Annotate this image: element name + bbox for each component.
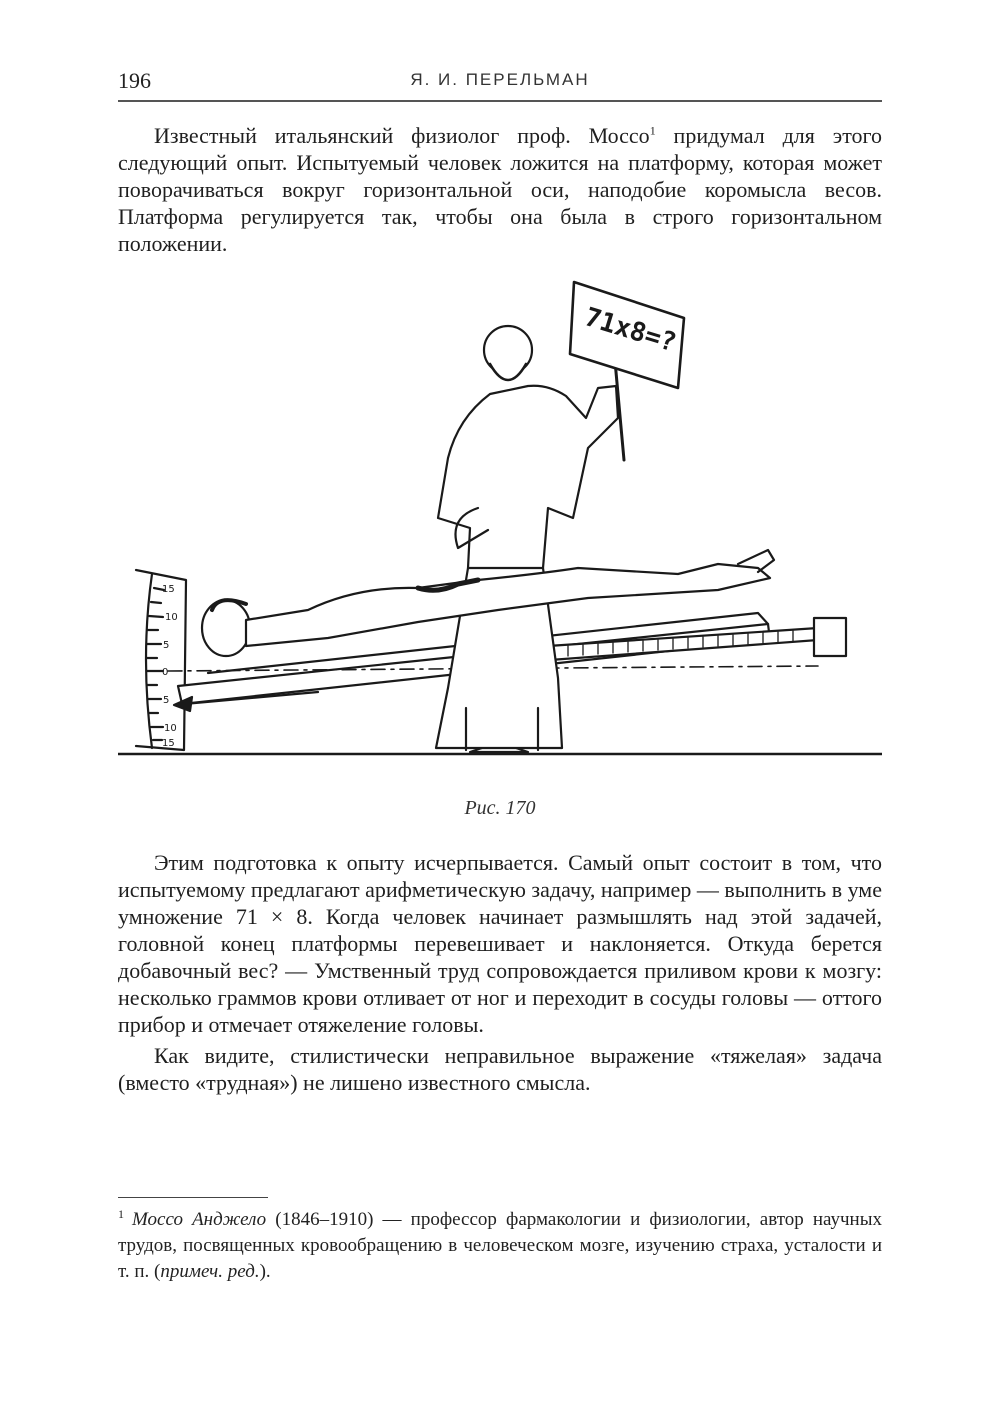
- page-number: 196: [118, 68, 151, 93]
- standing-physiologist: [436, 326, 624, 750]
- paragraph-intro-text-rest: придумал для этого следующий опыт. Испытуемый человек ложится на платформу, которая может поворачиваться вокруг горизонтальной оси, наподобие коромысла весов. Платформа регулируется так, чтобы она была в строго горизонтальном положении.: [118, 123, 882, 256]
- figure-mosso-balance: [118, 268, 882, 768]
- scale-label: 15: [162, 738, 175, 749]
- footnote-reference[interactable]: 1: [649, 123, 656, 138]
- scale-label: 5: [163, 695, 170, 706]
- scale-label: 0: [162, 667, 169, 678]
- footnote-divider: [118, 1197, 268, 1198]
- sign-equation: 71x8=?: [581, 302, 680, 359]
- footnote-text: (1846–1910) — профессор фармакологии и физиологии, автор научных трудов, посвященных кровообращению в человеческом мозге, изучению страха, усталости и т. п. (: [118, 1209, 882, 1282]
- paragraph-intro: [118, 122, 882, 257]
- scale-label: 5: [163, 640, 170, 651]
- paragraph-conclusion-text: Как видите, стилистически неправильное выражение «тяжелая» задача (вместо «трудная») не лишено известного смысла.: [118, 1043, 882, 1095]
- scale-label: 15: [162, 584, 175, 595]
- paragraph-conclusion: [118, 1042, 882, 1096]
- figure-caption: Рис. 170: [464, 797, 536, 819]
- illustration: [118, 268, 882, 768]
- scale-label: 10: [164, 723, 177, 734]
- angle-scale: [136, 570, 186, 750]
- running-head-author: Я. И. ПЕРЕЛЬМАН: [410, 70, 590, 89]
- paragraph-intro-text: Известный итальянский физиолог проф. Моссо: [154, 123, 650, 148]
- running-header: [118, 64, 882, 102]
- paragraph-experiment: [118, 849, 882, 1038]
- footnote-name: Моссо Анджело: [132, 1209, 267, 1230]
- footnote-end: ).: [259, 1261, 271, 1282]
- footnote: [118, 1207, 882, 1285]
- footnote-editor-note: примеч. ред.: [160, 1261, 260, 1282]
- paragraph-experiment-text: Этим подготовка к опыту исчерпывается. Самый опыт состоит в том, что испытуемому предлагают арифметическую задачу, например — выполнить в уме умножение 71 × 8. Когда человек начинает размышлять над этой задачей, головной конец платформы перевешивает и наклоняется. Откуда берется добавочный вес? — Умственный труд сопровождается приливом крови к мозгу: несколько граммов крови отливает от ног и переходит в сосуды головы — оттого прибор и отмечает отяжеление головы.: [118, 850, 882, 1037]
- scale-label: 10: [165, 612, 178, 623]
- footnote-mark: 1: [118, 1206, 124, 1221]
- counterweight: [814, 618, 846, 656]
